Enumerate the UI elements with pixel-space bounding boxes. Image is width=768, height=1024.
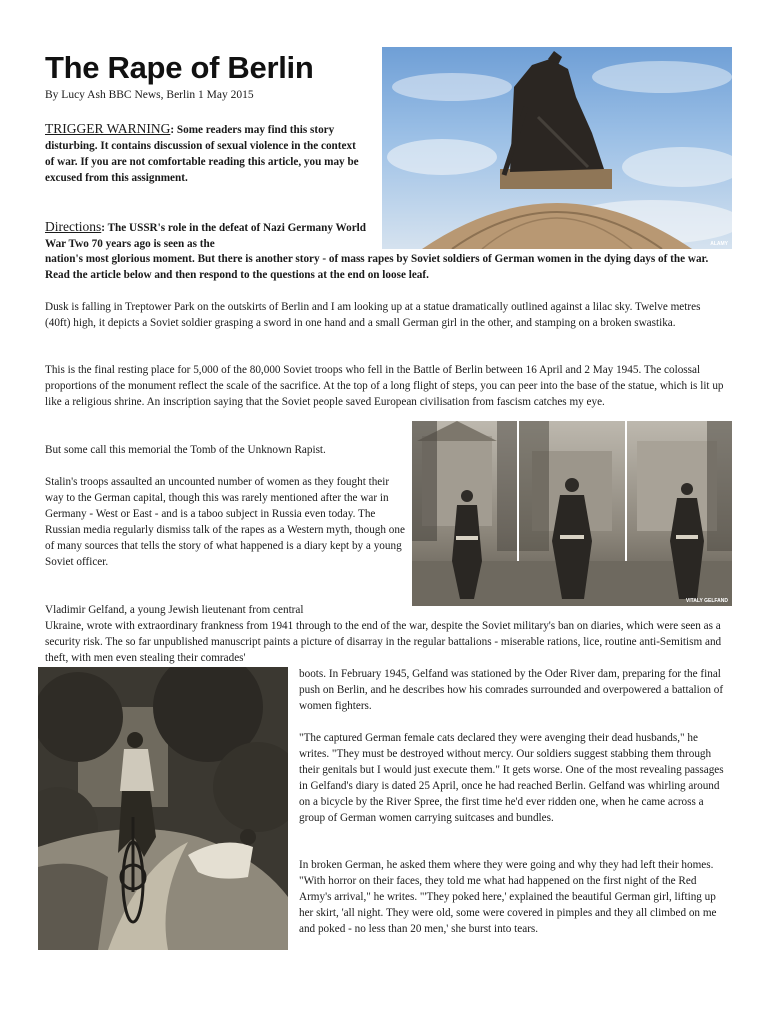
paragraph-1: Dusk is falling in Treptower Park on the outskirts of Berlin and I am looking up at a statue dramatically outlined against a lilac sky. Twelve metres (40ft) high, it depicts a Soviet soldier grasping a sword in one hand and a small German girl in the other, and stamping on a broken swastika. bbox=[45, 301, 701, 329]
article-byline: By Lucy Ash BBC News, Berlin 1 May 2015 bbox=[45, 89, 254, 101]
gelfand-bicycle-photo bbox=[38, 667, 288, 950]
trigger-warning bbox=[45, 121, 367, 186]
gelfand-triptych-photo bbox=[412, 421, 732, 606]
paragraph-5-part3: boots. In February 1945, Gelfand was stationed by the Oder River dam, preparing for the final push on Berlin, and he describes how his comrades surrounded and overpowered a battalion of women fighters. bbox=[299, 668, 724, 712]
article-title: The Rape of Berlin bbox=[45, 50, 314, 85]
paragraph-3: But some call this memorial the Tomb of the Unknown Rapist. bbox=[45, 444, 326, 456]
directions-text-part1: : The USSR's role in the defeat of Nazi Germany World War Two 70 years ago is seen as the bbox=[45, 222, 367, 250]
paragraph-5-part1: Vladimir Gelfand, a young Jewish lieutenant from central bbox=[45, 604, 304, 616]
gelfand-triptych-illustration bbox=[412, 421, 732, 606]
directions-heading: Directions bbox=[45, 219, 102, 234]
paragraph-4: Stalin's troops assaulted an uncounted number of women as they fought their way to the German capital, though this was rarely mentioned after the war in Germany - West or East - and is a taboo subject in Russia even today. The Russian media regularly dismiss talk of the rapes as a Western myth, though one of many sources that tells the story of what happened is a diary kept by a young Soviet officer. bbox=[45, 476, 405, 568]
trigger-warning-text: : Some readers may find this story disturbing. It contains discussion of sexual violence in the context of war. If you are not comfortable reading this article, you may be excused from this assignment. bbox=[45, 124, 359, 184]
directions-part1 bbox=[45, 219, 367, 252]
statue-illustration bbox=[382, 47, 732, 249]
paragraph-7: In broken German, he asked them where they were going and why they had left their homes. "With horror on their faces, they told me what had happened on the first night of the Red Army's arrival," he writes. "'They poked here,' explained the beautiful German girl, lifting up her skirt, 'all night. They were old, some were covered in pimples and they all climbed on me and poked - no less than 20 men,' she burst into tears. bbox=[299, 859, 717, 935]
triptych-photo-credit: VITALY GELFAND bbox=[685, 598, 728, 604]
trigger-warning-heading: TRIGGER WARNING bbox=[45, 121, 171, 136]
paragraph-6: "The captured German female cats declared they were avenging their dead husbands," he writes. "They must be destroyed without mercy. Our soldiers suggest stabbing them through their genitals but I would just execute them." It gets worse. One of the most revealing passages in Gelfand's diary is dated 25 April, once he had reached Berlin. Gelfand was whirling around on a bicycle by the River Spree, the first time he'd ever ridden one, when he came across a group of German women carrying suitcases and bundles. bbox=[299, 732, 724, 824]
directions-part2: nation's most glorious moment. But there is another story - of mass rapes by Soviet soldiers of German women in the dying days of the war. Read the article below and then respond to the questions at the end on loose leaf. bbox=[45, 253, 709, 281]
statue-photo-credit: ALAMY bbox=[710, 241, 728, 247]
gelfand-bicycle-illustration bbox=[38, 667, 288, 950]
paragraph-5-part2: Ukraine, wrote with extraordinary frankness from 1941 through to the end of the war, despite the Soviet military's ban on diaries, which were seen as a security risk. The so far unpublished manuscript paints a picture of disarray in the regular battalions - miserable rations, lice, routine anti-Semitism and theft, with men even stealing their comrades' bbox=[45, 620, 722, 664]
statue-photo bbox=[382, 47, 732, 249]
paragraph-2: This is the final resting place for 5,000 of the 80,000 Soviet troops who fell in the Battle of Berlin between 16 April and 2 May 1945. The colossal proportions of the monument reflect the scale of the sacrifice. At the top of a long flight of steps, you can peer into the base of the statue, which is lit up like a religious shrine. An inscription saying that the Soviet people saved European civilisation from fascism catches my eye. bbox=[45, 364, 724, 408]
